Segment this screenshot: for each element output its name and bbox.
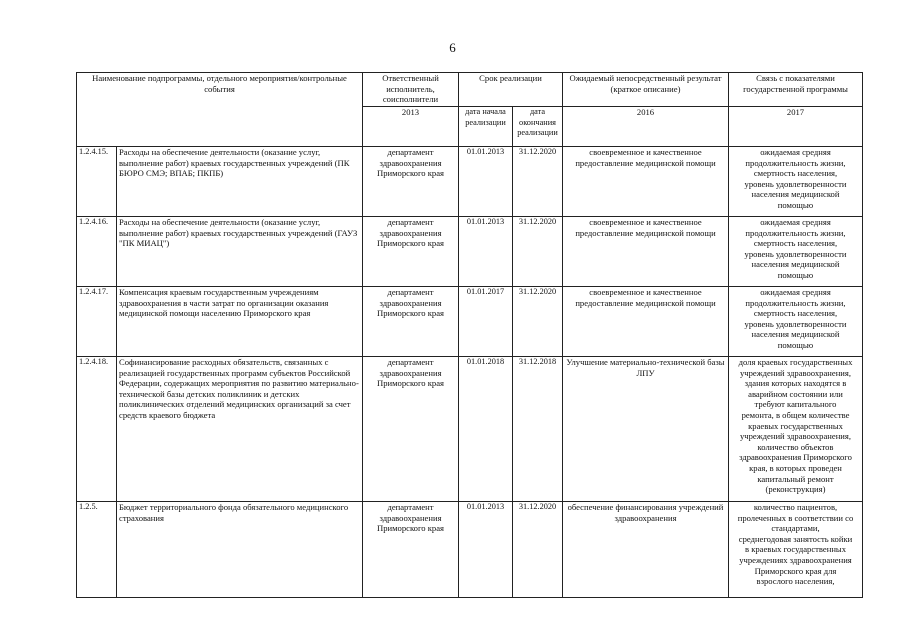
row-number: 1.2.4.15.: [77, 147, 117, 217]
row-result: обеспечение финансирования учреждений здравоохранения: [563, 502, 729, 598]
row-name: Расходы на обеспечение деятельности (оказание услуг, выполнение работ) краевых государственных учреждений (ПК БЮРО СМЭ; ВПАБ; ПКПБ): [117, 147, 363, 217]
row-end-date: 31.12.2020: [513, 147, 563, 217]
row-executor: департамент здравоохранения Приморского края: [363, 147, 459, 217]
row-result: Улучшение материально-технической базы ЛПУ: [563, 357, 729, 502]
table-row: [77, 357, 863, 502]
table-row: [77, 287, 863, 357]
row-end-date: 31.12.2020: [513, 502, 563, 598]
row-number: 1.2.5.: [77, 502, 117, 598]
row-start-date: 01.01.2018: [459, 357, 513, 502]
row-name: Компенсация краевым государственным учреждениям здравоохранения в части затрат по организации оказания медицинской помощи населению Приморского края: [117, 287, 363, 357]
header-period: Срок реализации: [459, 73, 563, 107]
program-table: [76, 72, 863, 598]
row-name: Бюджет территориального фонда обязательного медицинского страхования: [117, 502, 363, 598]
row-start-date: 01.01.2017: [459, 287, 513, 357]
header-result: Ожидаемый непосредственный результат (краткое описание): [563, 73, 729, 107]
row-result: своевременное и качественное предоставление медицинской помощи: [563, 217, 729, 287]
header-name: Наименование подпрограммы, отдельного мероприятия/контрольные события: [77, 73, 363, 147]
header-end-date: дата окончания реализации: [513, 107, 563, 147]
table-row: [77, 147, 863, 217]
row-start-date: 01.01.2013: [459, 502, 513, 598]
row-start-date: 01.01.2013: [459, 147, 513, 217]
page-number: 6: [449, 40, 456, 55]
row-end-date: 31.12.2020: [513, 217, 563, 287]
row-number: 1.2.4.18.: [77, 357, 117, 502]
header-executor: Ответственный исполнитель, соисполнители: [363, 73, 459, 107]
row-result: своевременное и качественное предоставление медицинской помощи: [563, 147, 729, 217]
row-link: доля краевых государственных учреждений здравоохранения, здания которых находятся в аварийном состоянии или требуют капитального ремонта, в общем количестве краевых государственных учреждений здравоохранения, количество объектов здравоохранения Приморского края, в которых проведен капитальный ремонт (реконструкция): [729, 357, 863, 502]
row-executor: департамент здравоохранения Приморского края: [363, 287, 459, 357]
header-link-year: 2017: [729, 107, 863, 147]
row-executor: департамент здравоохранения Приморского края: [363, 357, 459, 502]
row-name: Софинансирование расходных обязательств, связанных с реализацией государственных программ субъектов Российской Федерации, содержащих мероприятия по развитию материально-технической базы детских поликлиник и детских поликлинических отделений медицинских организаций за счет средств краевого бюджета: [117, 357, 363, 502]
row-executor: департамент здравоохранения Приморского края: [363, 502, 459, 598]
row-number: 1.2.4.16.: [77, 217, 117, 287]
row-name: Расходы на обеспечение деятельности (оказание услуг, выполнение работ) краевых государственных учреждений (ГАУЗ "ПК МИАЦ"): [117, 217, 363, 287]
row-result: своевременное и качественное предоставление медицинской помощи: [563, 287, 729, 357]
row-end-date: 31.12.2018: [513, 357, 563, 502]
table-row: [77, 502, 863, 598]
row-link: ожидаемая средняя продолжительность жизни, смертность населения, уровень удовлетворенности населения медицинской помощью: [729, 287, 863, 357]
row-start-date: 01.01.2013: [459, 217, 513, 287]
header-link: Связь с показателями государственной программы: [729, 73, 863, 107]
header-executor-year: 2013: [363, 107, 459, 147]
row-end-date: 31.12.2020: [513, 287, 563, 357]
header-start-date: дата начала реализации: [459, 107, 513, 147]
row-link: ожидаемая средняя продолжительность жизни, смертность населения, уровень удовлетворенности населения медицинской помощью: [729, 147, 863, 217]
row-link: количество пациентов, пролеченных в соответствии со стандартами, среднегодовая занятость койки в краевых государственных учреждениях здравоохранения Приморского края для взрослого населения,: [729, 502, 863, 598]
table-row: [77, 217, 863, 287]
header-result-year: 2016: [563, 107, 729, 147]
row-link: ожидаемая средняя продолжительность жизни, смертность населения, уровень удовлетворенности населения медицинской помощью: [729, 217, 863, 287]
row-number: 1.2.4.17.: [77, 287, 117, 357]
row-executor: департамент здравоохранения Приморского края: [363, 217, 459, 287]
